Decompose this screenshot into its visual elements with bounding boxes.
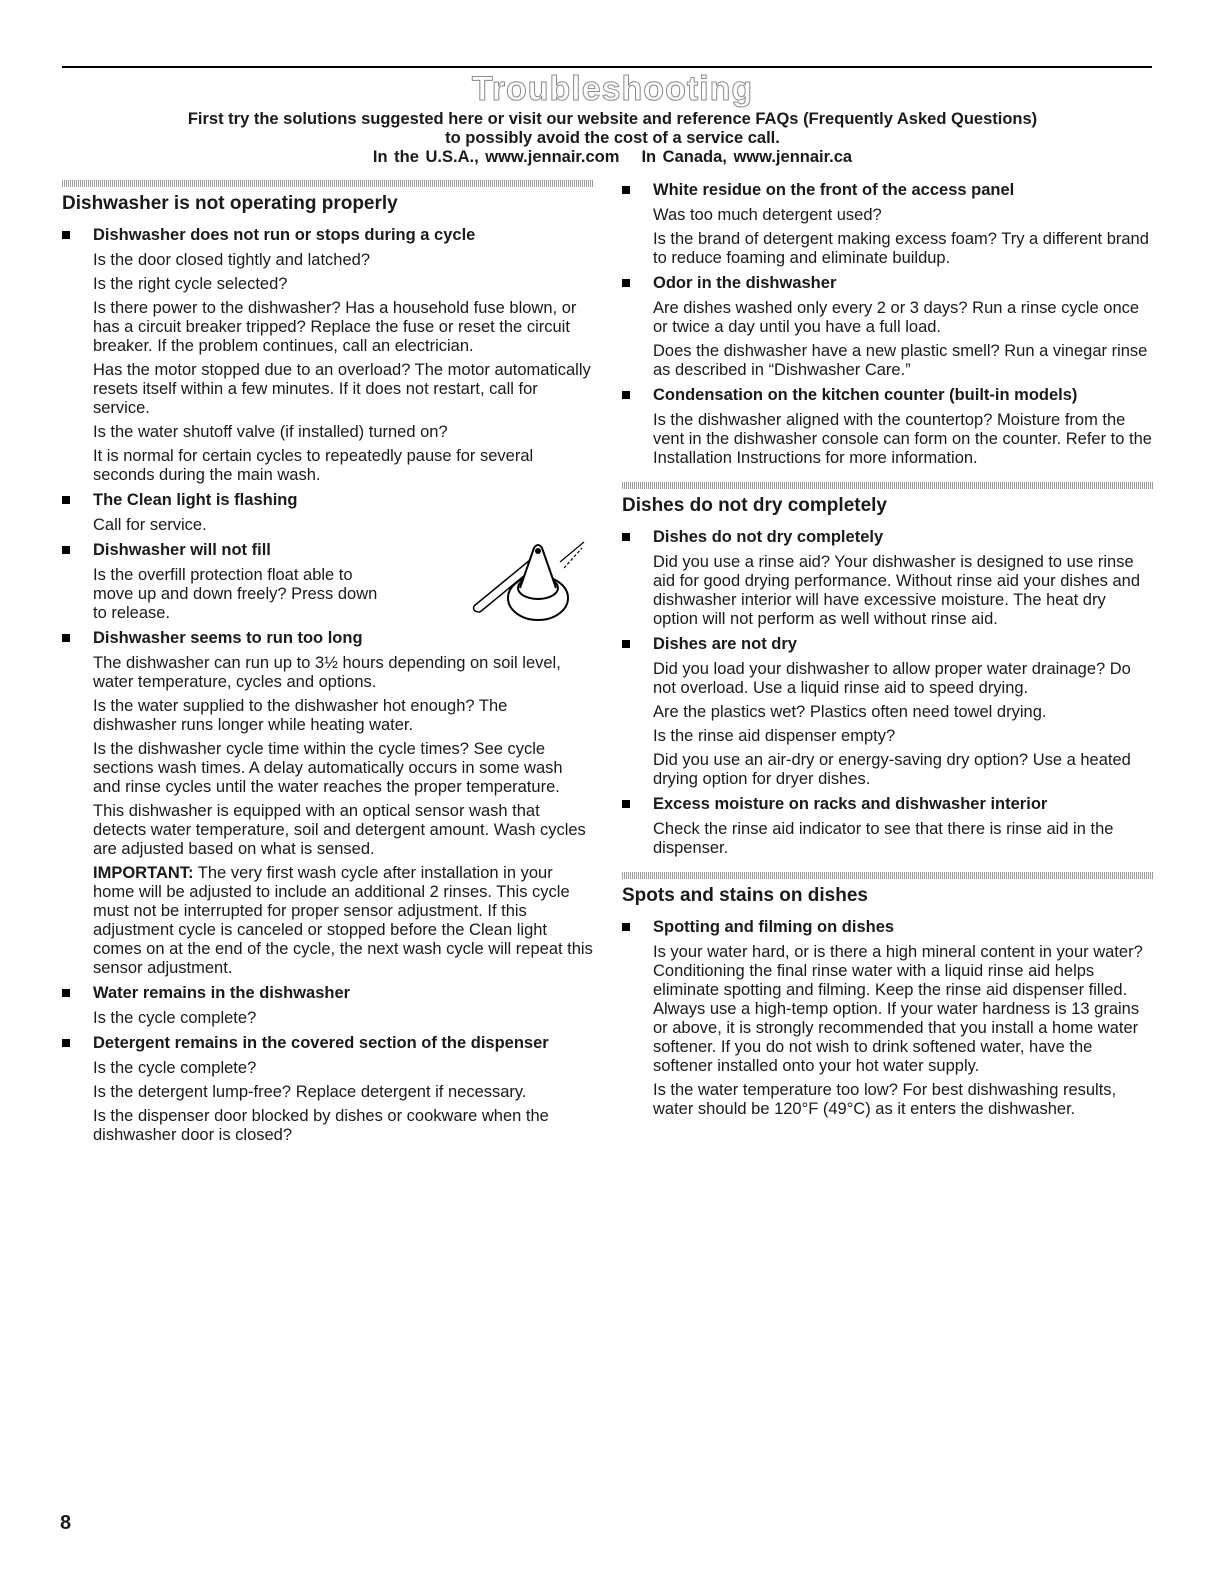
canada-website: In Canada, www.jennair.ca [641, 148, 853, 166]
intro-line-1: First try the solutions suggested here or visit our website and reference FAQs (Frequently Asked Questions) [187, 110, 1038, 128]
problem-title: Odor in the dishwasher [622, 273, 1154, 293]
solution-text: Is the detergent lump-free? Replace detergent if necessary. [93, 1083, 527, 1101]
problem-title: Water remains in the dishwasher [62, 983, 594, 1003]
solution-text: Is the brand of detergent making excess foam? Try a different brand to reduce foaming and eliminate buildup. [653, 230, 1149, 267]
solution-text: Is the dispenser door blocked by dishes or cookware when the dishwasher door is closed? [93, 1107, 549, 1144]
problem-not-dry-completely [622, 527, 1154, 629]
solution-text: Is there power to the dishwasher? Has a household fuse blown, or has a circuit breaker tripped? Replace the fuse or reset the circuit breaker. If the problem continues, call an electrician. [93, 299, 577, 355]
solution-text: Is your water hard, or is there a high mineral content in your water? Conditioning the final rinse water with a liquid rinse aid helps eliminate spotting and filming. Keep the rinse aid dispenser filled. Always use a high-temp option. If your water hardness is 13 grains or above, it is strongly recommended that you install a home water softener. If you do not wish to drink softened water, have the softener installed onto your hot water supply. [653, 943, 1143, 1075]
problem-title: Dishwasher will not fill [62, 540, 594, 560]
overfill-float-icon [468, 540, 586, 626]
section-title: Spots and stains on dishes [622, 885, 868, 906]
page-title: Troubleshooting [471, 70, 754, 108]
solution-text: Did you load your dishwasher to allow proper water drainage? Do not overload. Use a liquid rinse aid to speed drying. [653, 660, 1131, 697]
problem-odor [622, 273, 1154, 380]
problem-white-residue [622, 180, 1154, 268]
section-header-spots [622, 872, 1154, 907]
solution-text: Is the overfill protection float able to move up and down freely? Press down to release. [93, 566, 378, 622]
intro [0, 110, 1225, 167]
important-note [93, 864, 594, 978]
solution-text: Are the plastics wet? Plastics often need towel drying. [653, 703, 1047, 721]
problem-not-dry [622, 634, 1154, 789]
problem-title: White residue on the front of the access panel [622, 180, 1154, 200]
solution-text: Is the door closed tightly and latched? [93, 251, 371, 269]
section-hatch-bar [622, 482, 1154, 489]
problem-too-long [62, 628, 594, 978]
solution-text: Call for service. [93, 516, 207, 534]
solution-text: Is the dishwasher cycle time within the cycle times? See cycle sections wash times. A delay automatically occurs in some wash and rinse cycles until the water reaches the proper temperature. [93, 740, 563, 796]
important-text: The very first wash cycle after installation in your home will be adjusted to include an additional 2 rinses. This cycle must not be interrupted for proper sensor adjustment. If this adjustment cycle is canceled or stopped before the Clean light comes on at the end of the cycle, the next wash cycle will repeat this sensor adjustment. [93, 864, 593, 977]
top-rule [62, 66, 1152, 68]
solution-text: Did you use a rinse aid? Your dishwasher is designed to use rinse aid for good drying performance. Without rinse aid your dishes and dishwasher interior will have excessive moisture. The heat dry option will not perform as well without rinse aid. [653, 553, 1141, 628]
problem-title: Excess moisture on racks and dishwasher interior [622, 794, 1154, 814]
solution-text: It is normal for certain cycles to repeatedly pause for several seconds during the main wash. [93, 447, 534, 484]
solution-text: Is the dishwasher aligned with the countertop? Moisture from the vent in the dishwasher console can form on the counter. Refer to the Installation Instructions for more information. [653, 411, 1152, 467]
problem-title: The Clean light is flashing [62, 490, 594, 510]
problem-will-not-fill [62, 540, 594, 623]
us-website: In the U.S.A., www.jennair.com [372, 148, 620, 166]
website-links [0, 148, 1225, 167]
right-column [622, 180, 1154, 1124]
solution-text: Has the motor stopped due to an overload? The motor automatically resets itself within a few minutes. If it does not restart, call for service. [93, 361, 591, 417]
problem-spotting [622, 917, 1154, 1119]
solution-text: Check the rinse aid indicator to see that there is rinse aid in the dispenser. [653, 820, 1114, 857]
problem-title: Dishwasher seems to run too long [62, 628, 594, 648]
section-header-operating [62, 180, 594, 215]
solution-text: Is the water supplied to the dishwasher hot enough? The dishwasher runs longer while heating water. [93, 697, 508, 734]
section-title: Dishes do not dry completely [622, 495, 887, 516]
section-hatch-bar [622, 872, 1154, 879]
important-label: IMPORTANT: [93, 864, 194, 882]
problem-title: Dishes do not dry completely [622, 527, 1154, 547]
solution-text: Does the dishwasher have a new plastic smell? Run a vinegar rinse as described in “Dishwasher Care.” [653, 342, 1148, 379]
intro-line-2: to possibly avoid the cost of a service call. [445, 129, 780, 147]
solution-text: Is the rinse aid dispenser empty? [653, 727, 896, 745]
solution-text: This dishwasher is equipped with an optical sensor wash that detects water temperature, soil and detergent amount. Wash cycles are adjusted based on what is sensed. [93, 802, 586, 858]
problem-detergent-remains [62, 1033, 594, 1145]
section-header-dry [622, 482, 1154, 517]
solution-text: Was too much detergent used? [653, 206, 882, 224]
left-column [62, 180, 594, 1150]
solution-text: Is the cycle complete? [93, 1059, 257, 1077]
solution-text: Is the cycle complete? [93, 1009, 257, 1027]
problem-water-remains [62, 983, 594, 1028]
problem-title: Condensation on the kitchen counter (built-in models) [622, 385, 1154, 405]
solution-text: Is the water shutoff valve (if installed) turned on? [93, 423, 448, 441]
solution-text: The dishwasher can run up to 3½ hours depending on soil level, water temperature, cycles and options. [93, 654, 561, 691]
problem-title: Dishwasher does not run or stops during a cycle [62, 225, 594, 245]
section-hatch-bar [62, 180, 594, 187]
problem-clean-light [62, 490, 594, 535]
problem-condensation [622, 385, 1154, 468]
problem-title: Detergent remains in the covered section of the dispenser [62, 1033, 594, 1053]
solution-text: Did you use an air-dry or energy-saving dry option? Use a heated drying option for dryer dishes. [653, 751, 1131, 788]
solution-text: Is the water temperature too low? For best dishwashing results, water should be 120°F (49°C) as it enters the dishwasher. [653, 1081, 1117, 1118]
problem-excess-moisture [622, 794, 1154, 858]
problem-title: Dishes are not dry [622, 634, 1154, 654]
solution-text: Is the right cycle selected? [93, 275, 288, 293]
problem-does-not-run [62, 225, 594, 485]
problem-title: Spotting and filming on dishes [622, 917, 1154, 937]
section-title: Dishwasher is not operating properly [62, 193, 398, 214]
page-number: 8 [60, 1512, 72, 1534]
solution-text: Are dishes washed only every 2 or 3 days? Run a rinse cycle once or twice a day until you have a full load. [653, 299, 1140, 336]
